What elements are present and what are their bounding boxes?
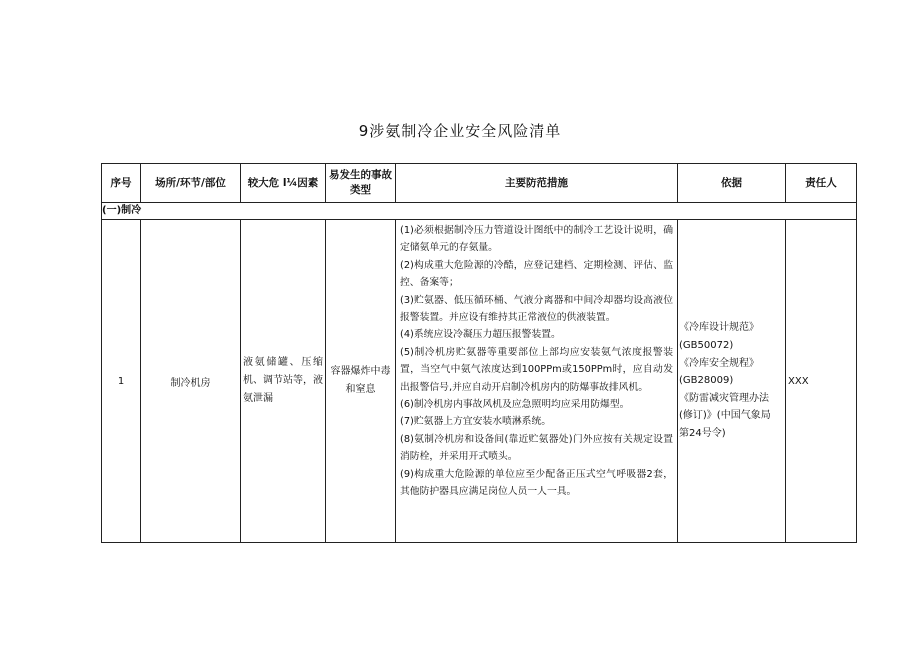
basis-line: 《防雷减灾管理办法 bbox=[679, 392, 769, 404]
section-row bbox=[102, 203, 857, 220]
header-place: 场所/环节/部位 bbox=[141, 164, 241, 203]
measure-item: (1)必须根据制冷压力管道设计图纸中的制冷工艺设计说明，确定储氨单元的存氨量。 bbox=[400, 225, 673, 254]
cell-measures bbox=[396, 220, 678, 543]
cell-hazard: 液氨储罐、压缩机、调节站等，液氨泄漏 bbox=[241, 220, 326, 543]
basis-line: 第24号令) bbox=[679, 427, 726, 439]
header-accident-type: 易发生的事故类型 bbox=[326, 164, 396, 203]
cell-accident-type: 容器爆炸中毒和窒息 bbox=[326, 220, 396, 543]
basis-line: (GB28009) bbox=[679, 375, 734, 387]
document-title: 9涉氨制冷企业安全风险清单 bbox=[358, 122, 562, 140]
measure-item: (6)制冷机房内事故风机及应急照明均应采用防爆型。 bbox=[400, 399, 630, 411]
measure-item: (9)构成重大危险源的单位应至少配备正压式空气呼吸器2套，其他防护器具应满足岗位人员一人一具。 bbox=[400, 468, 673, 498]
measure-item: (5)制冷机房贮氨器等重要部位上部均应安装氨气浓度报警装置，当空气中氨气浓度达到100PPm或150PPm时，应自动发出报警信号,并应自动开启制冷机房内的防爆事故排风机。 bbox=[400, 346, 673, 393]
measure-item: (2)构成重大危险源的冷酷，应登记建档、定期检测、评估、监控、备案等； bbox=[400, 259, 673, 289]
header-measures: 主要防范措施 bbox=[396, 164, 678, 203]
cell-place: 制冷机房 bbox=[141, 220, 241, 543]
measure-item: (8)氨制冷机房和设备间(靠近贮氨器处)门外应按有关规定设置消防栓，并采用开式喷头。 bbox=[400, 433, 673, 463]
risk-table bbox=[101, 163, 857, 543]
cell-no: 1 bbox=[102, 220, 141, 543]
measure-item: (4)系统应设冷凝压力超压报警装置。 bbox=[400, 329, 561, 341]
table-row bbox=[102, 220, 857, 543]
measure-item: (3)贮氨器、低压循环桶、气液分离器和中间冷却器均设高液位报警装置。并应设有维持其正常液位的供液装置。 bbox=[400, 294, 673, 324]
basis-line: (GB50072) bbox=[679, 340, 734, 352]
measure-item: (7)贮氨器上方宜安装水喷淋系统。 bbox=[400, 416, 552, 428]
table-header-row bbox=[102, 164, 857, 203]
header-hazard: 较大危 l¼因素 bbox=[241, 164, 326, 203]
section-label: (一)制冷 bbox=[102, 203, 857, 220]
cell-basis bbox=[678, 220, 786, 543]
header-no: 序号 bbox=[102, 164, 141, 203]
header-person: 责任人 bbox=[786, 164, 857, 203]
header-basis: 依据 bbox=[678, 164, 786, 203]
cell-person: XXX bbox=[786, 220, 857, 543]
basis-line: (修订)》(中国气象局 bbox=[679, 410, 771, 422]
basis-line: 《冷库设计规范》 bbox=[679, 322, 759, 334]
basis-line: 《冷库安全规程》 bbox=[679, 357, 759, 369]
